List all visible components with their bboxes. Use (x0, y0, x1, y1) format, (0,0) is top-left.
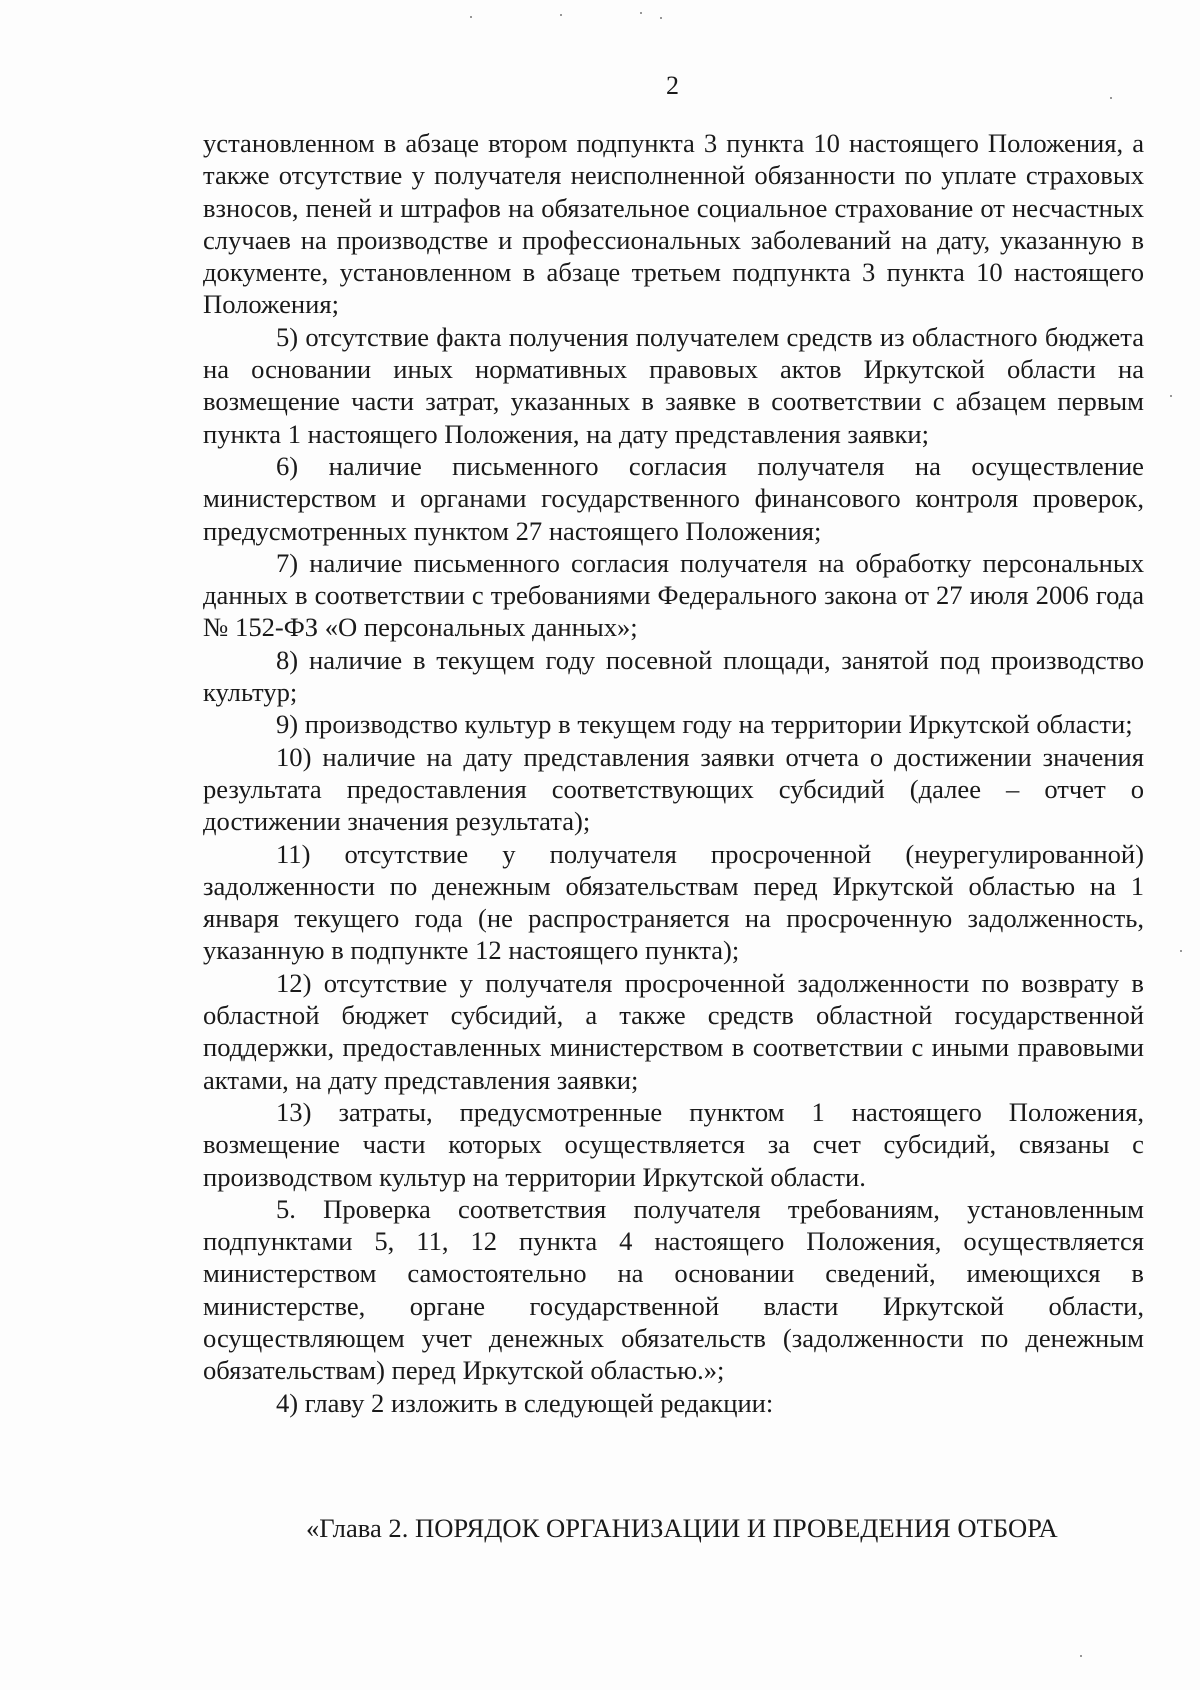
scan-speck (640, 12, 642, 14)
page-number: 2 (666, 71, 679, 100)
paragraph-item-11: 11) отсутствие у получателя просроченной (неурегулированной) задолженности по денежным обязательствам перед Иркутской областью на 1 января текущего года (не распространяется на просроченную задолженность, указанную в подпункте 12 настоящего пункта); (203, 838, 1144, 966)
paragraph-amendment-4: 4) главу 2 изложить в следующей редакции: (276, 1387, 774, 1418)
paragraph-item-5: 5) отсутствие факта получения получателем средств из областного бюджета на основании иных нормативных правовых актов Иркутской области на возмещение части затрат, указанных в заявке в соответствии с абзацем первым пункта 1 настоящего Положения, на дату представления заявки; (203, 321, 1144, 449)
scan-speck (560, 14, 562, 16)
paragraph-point-5: 5. Проверка соответствия получателя требованиям, установленным подпунктами 5, 11, 12 пункта 4 настоящего Положения, осуществляется министерством самостоятельно на основании сведений, имеющихся в министерстве, органе государственной власти Иркутской области, осуществляющем учет денежных обязательств (задолженности по денежным обязательствам) перед Иркутской областью.»; (203, 1193, 1144, 1386)
scan-speck (470, 16, 472, 18)
scan-speck (1110, 97, 1112, 99)
chapter-heading: «Глава 2. ПОРЯДОК ОРГАНИЗАЦИИ И ПРОВЕДЕНИЯ ОТБОРА (306, 1513, 1058, 1543)
paragraph-item-10: 10) наличие на дату представления заявки отчета о достижении значения результата предоставления соответствующих субсидий (далее – отчет о достижении значения результата); (203, 741, 1144, 837)
scan-speck (1080, 1655, 1082, 1657)
paragraph-item-12: 12) отсутствие у получателя просроченной задолженности по возврату в областной бюджет субсидий, а также средств областной государственной поддержки, предоставленных министерством в соответствии с иными правовыми актами, на дату представления заявки; (203, 967, 1144, 1095)
paragraph-item-6: 6) наличие письменного согласия получателя на осуществление министерством и органами государственного финансового контроля проверок, предусмотренных пунктом 27 настоящего Положения; (203, 450, 1144, 546)
paragraph-item-7: 7) наличие письменного согласия получателя на обработку персональных данных в соответствии с требованиями Федерального закона от 27 июля 2006 года № 152-ФЗ «О персональных данных»; (203, 547, 1144, 643)
paragraph-item-8: 8) наличие в текущем году посевной площади, занятой под производство культур; (203, 644, 1144, 708)
paragraph-item-13: 13) затраты, предусмотренные пунктом 1 настоящего Положения, возмещение части которых осуществляется за счет субсидий, связаны с производством культур на территории Иркутской области. (203, 1096, 1144, 1192)
paragraph-item-9: 9) производство культур в текущем году на территории Иркутской области; (276, 709, 1133, 740)
scan-speck (1180, 950, 1182, 952)
paragraph-continuation: установленном в абзаце втором подпункта 3 пункта 10 настоящего Положения, а также отсутствие у получателя неисполненной обязанности по уплате страховых взносов, пеней и штрафов на обязательное социальное страхование от несчастных случаев на производстве и профессиональных заболеваний на дату, указанную в документе, установленном в абзаце третьем подпункта 3 пункта 10 настоящего Положения; (203, 128, 1144, 320)
scan-speck (1170, 395, 1172, 397)
scan-speck (660, 17, 662, 19)
document-body (203, 127, 1144, 1419)
